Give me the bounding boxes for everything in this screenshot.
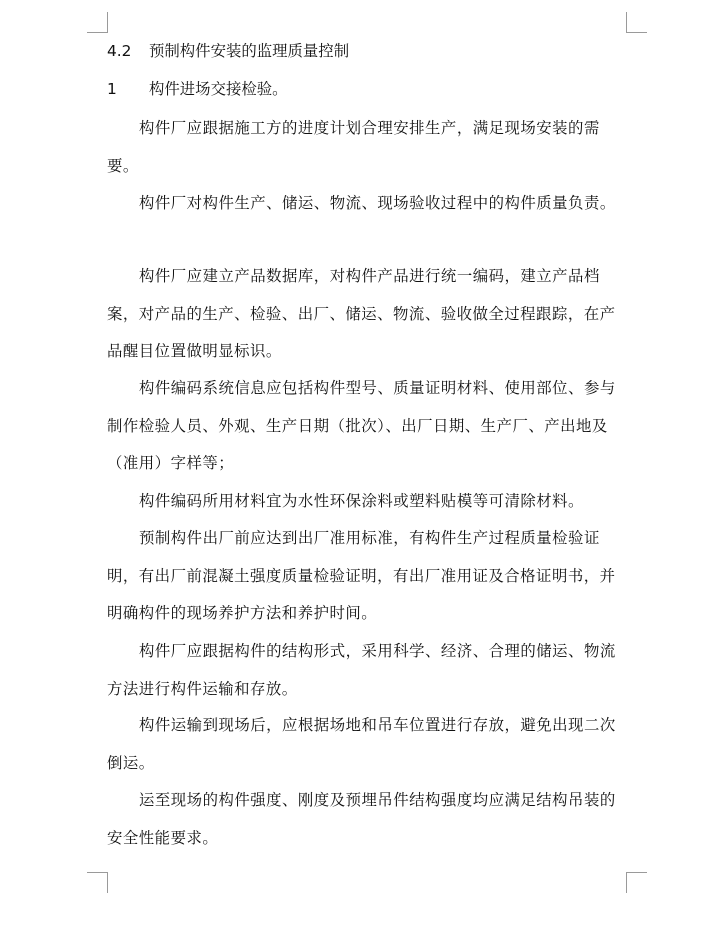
- section-heading: [107, 35, 349, 67]
- paragraph: 运至现场的构件强度、刚度及预埋吊件结构强度均应满足结构吊装的安全性能要求。: [107, 791, 616, 847]
- paragraph: 预制构件出厂前应达到出厂准用标准，有构件生产过程质量检验证明，有出厂前混凝土强度质量检验证明，有出厂准用证及合格证明书，并明确构件的现场养护方法和养护时间。: [107, 529, 616, 622]
- paragraph: 构件厂对构件生产、储运、物流、现场验收过程中的构件质量负责。: [139, 194, 616, 212]
- crop-mark-bottom-right: [626, 872, 647, 893]
- item-heading: [107, 73, 288, 105]
- paragraph: 构件编码系统信息应包括构件型号、质量证明材料、使用部位、参与制作检验人员、外观、生产日期（批次）、出厂日期、生产厂、产出地及（准用）字样等；: [107, 379, 616, 472]
- crop-mark-top-right: [626, 12, 647, 33]
- paragraph: 构件厂应建立产品数据库，对构件产品进行统一编码，建立产品档案，对产品的生产、检验、出厂、储运、物流、验收做全过程跟踪，在产品醒目位置做明显标识。: [107, 267, 616, 360]
- crop-mark-bottom-left: [87, 872, 108, 893]
- item-number: 1: [107, 80, 117, 98]
- crop-mark-top-left: [87, 12, 108, 33]
- paragraph: 构件运输到现场后，应根据场地和吊车位置进行存放，避免出现二次倒运。: [107, 716, 616, 772]
- item-title: 构件进场交接检验。: [149, 80, 288, 98]
- paragraph: 构件厂应跟据构件的结构形式，采用科学、经济、合理的储运、物流方法进行构件运输和存放。: [107, 642, 616, 698]
- section-number: 4.2: [107, 42, 132, 60]
- paragraph: 构件厂应跟据施工方的进度计划合理安排生产，满足现场安装的需要。: [107, 119, 600, 175]
- section-title: 预制构件安装的监理质量控制: [149, 42, 350, 60]
- paragraph: 构件编码所用材料宜为水性环保涂料或塑料贴模等可清除材料。: [139, 492, 584, 510]
